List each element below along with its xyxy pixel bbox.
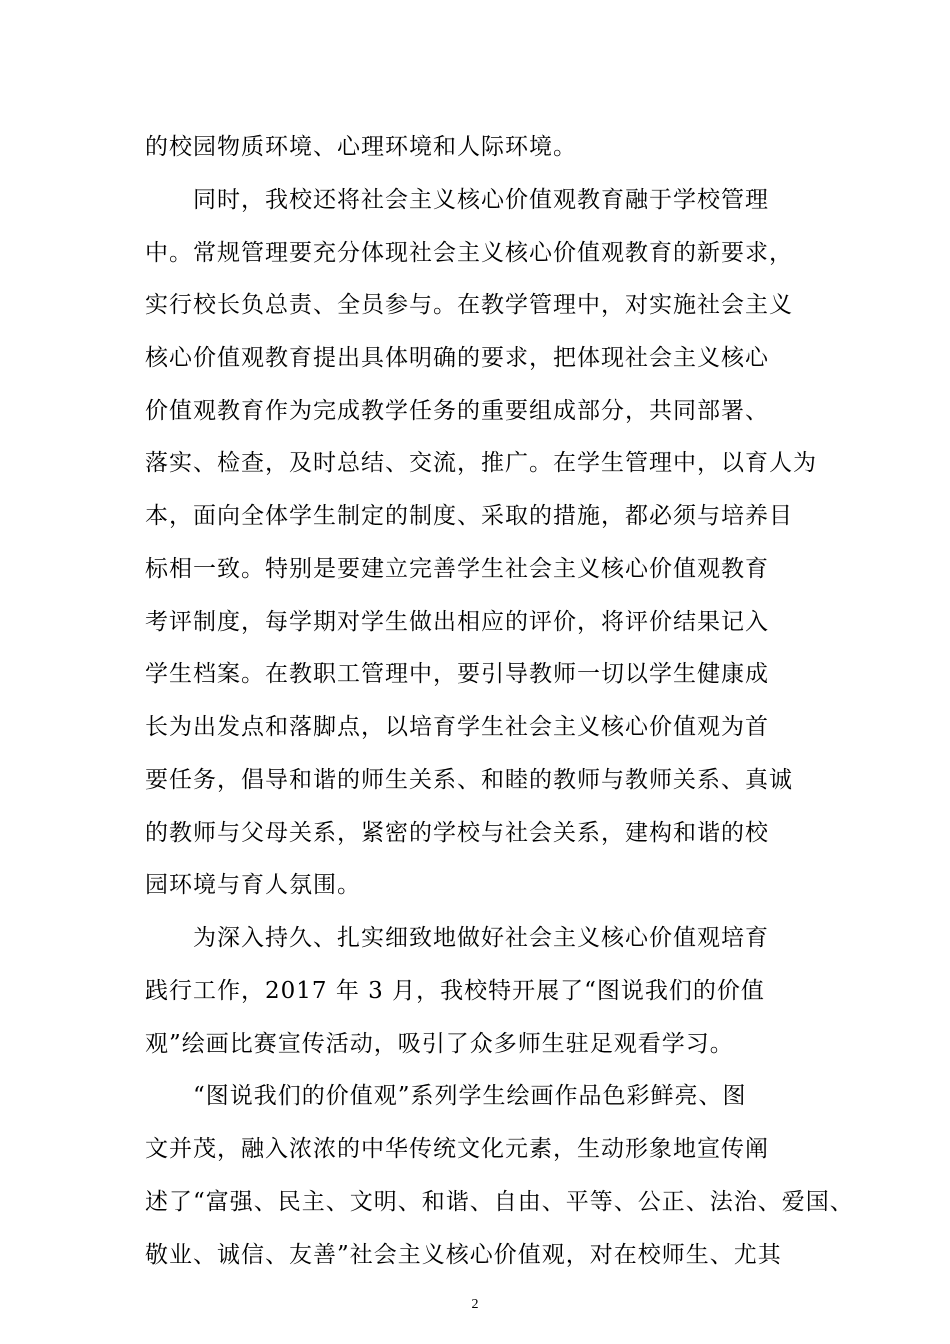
text-line: 的教师与父母关系，紧密的学校与社会关系，建构和谐的校 (145, 820, 769, 846)
text-line: 的校园物质环境、心理环境和人际环境。 (145, 134, 577, 160)
text-line: 践行工作，2017 年 3 月，我校特开展了“图说我们的价值 (145, 978, 765, 1004)
text-line: 学生档案。在教职工管理中，要引导教师一切以学生健康成 (145, 661, 769, 687)
page-number: 2 (471, 1297, 479, 1312)
paragraph-first-line: 同时，我校还将社会主义核心价值观教育融于学校管理 (193, 187, 769, 213)
text-line: 落实、检查，及时总结、交流，推广。在学生管理中，以育人为 (145, 450, 817, 476)
paragraph-first-line: 为深入持久、扎实细致地做好社会主义核心价值观培育 (193, 925, 769, 951)
paragraph-first-line: “图说我们的价值观”系列学生绘画作品色彩鲜亮、图 (193, 1083, 747, 1109)
text-line: 要任务，倡导和谐的师生关系、和睦的教师与教师关系、真诚 (145, 767, 793, 793)
text-line: 长为出发点和落脚点，以培育学生社会主义核心价值观为首 (145, 714, 769, 740)
text-line: 标相一致。特别是要建立完善学生社会主义核心价值观教育 (145, 556, 769, 582)
text-line: 核心价值观教育提出具体明确的要求，把体现社会主义核心 (145, 345, 769, 371)
text-line: 观”绘画比赛宣传活动，吸引了众多师生驻足观看学习。 (145, 1031, 734, 1057)
text-line: 敬业、诚信、友善”社会主义核心价值观，对在校师生、尤其 (145, 1242, 782, 1268)
text-line: 文并茂，融入浓浓的中华传统文化元素，生动形象地宣传阐 (145, 1136, 769, 1162)
text-line: 实行校长负总责、全员参与。在教学管理中，对实施社会主义 (145, 292, 793, 318)
text-line: 中。常规管理要充分体现社会主义核心价值观教育的新要求， (145, 240, 793, 266)
text-line: 园环境与育人氛围。 (145, 872, 361, 898)
text-line: 本，面向全体学生制定的制度、采取的措施，都必须与培养目 (145, 503, 793, 529)
text-line: 考评制度，每学期对学生做出相应的评价，将评价结果记入 (145, 609, 769, 635)
text-line: 价值观教育作为完成教学任务的重要组成部分，共同部署、 (145, 398, 769, 424)
text-line: 述了“富强、民主、文明、和谐、自由、平等、公正、法治、爱国、 (145, 1189, 854, 1215)
